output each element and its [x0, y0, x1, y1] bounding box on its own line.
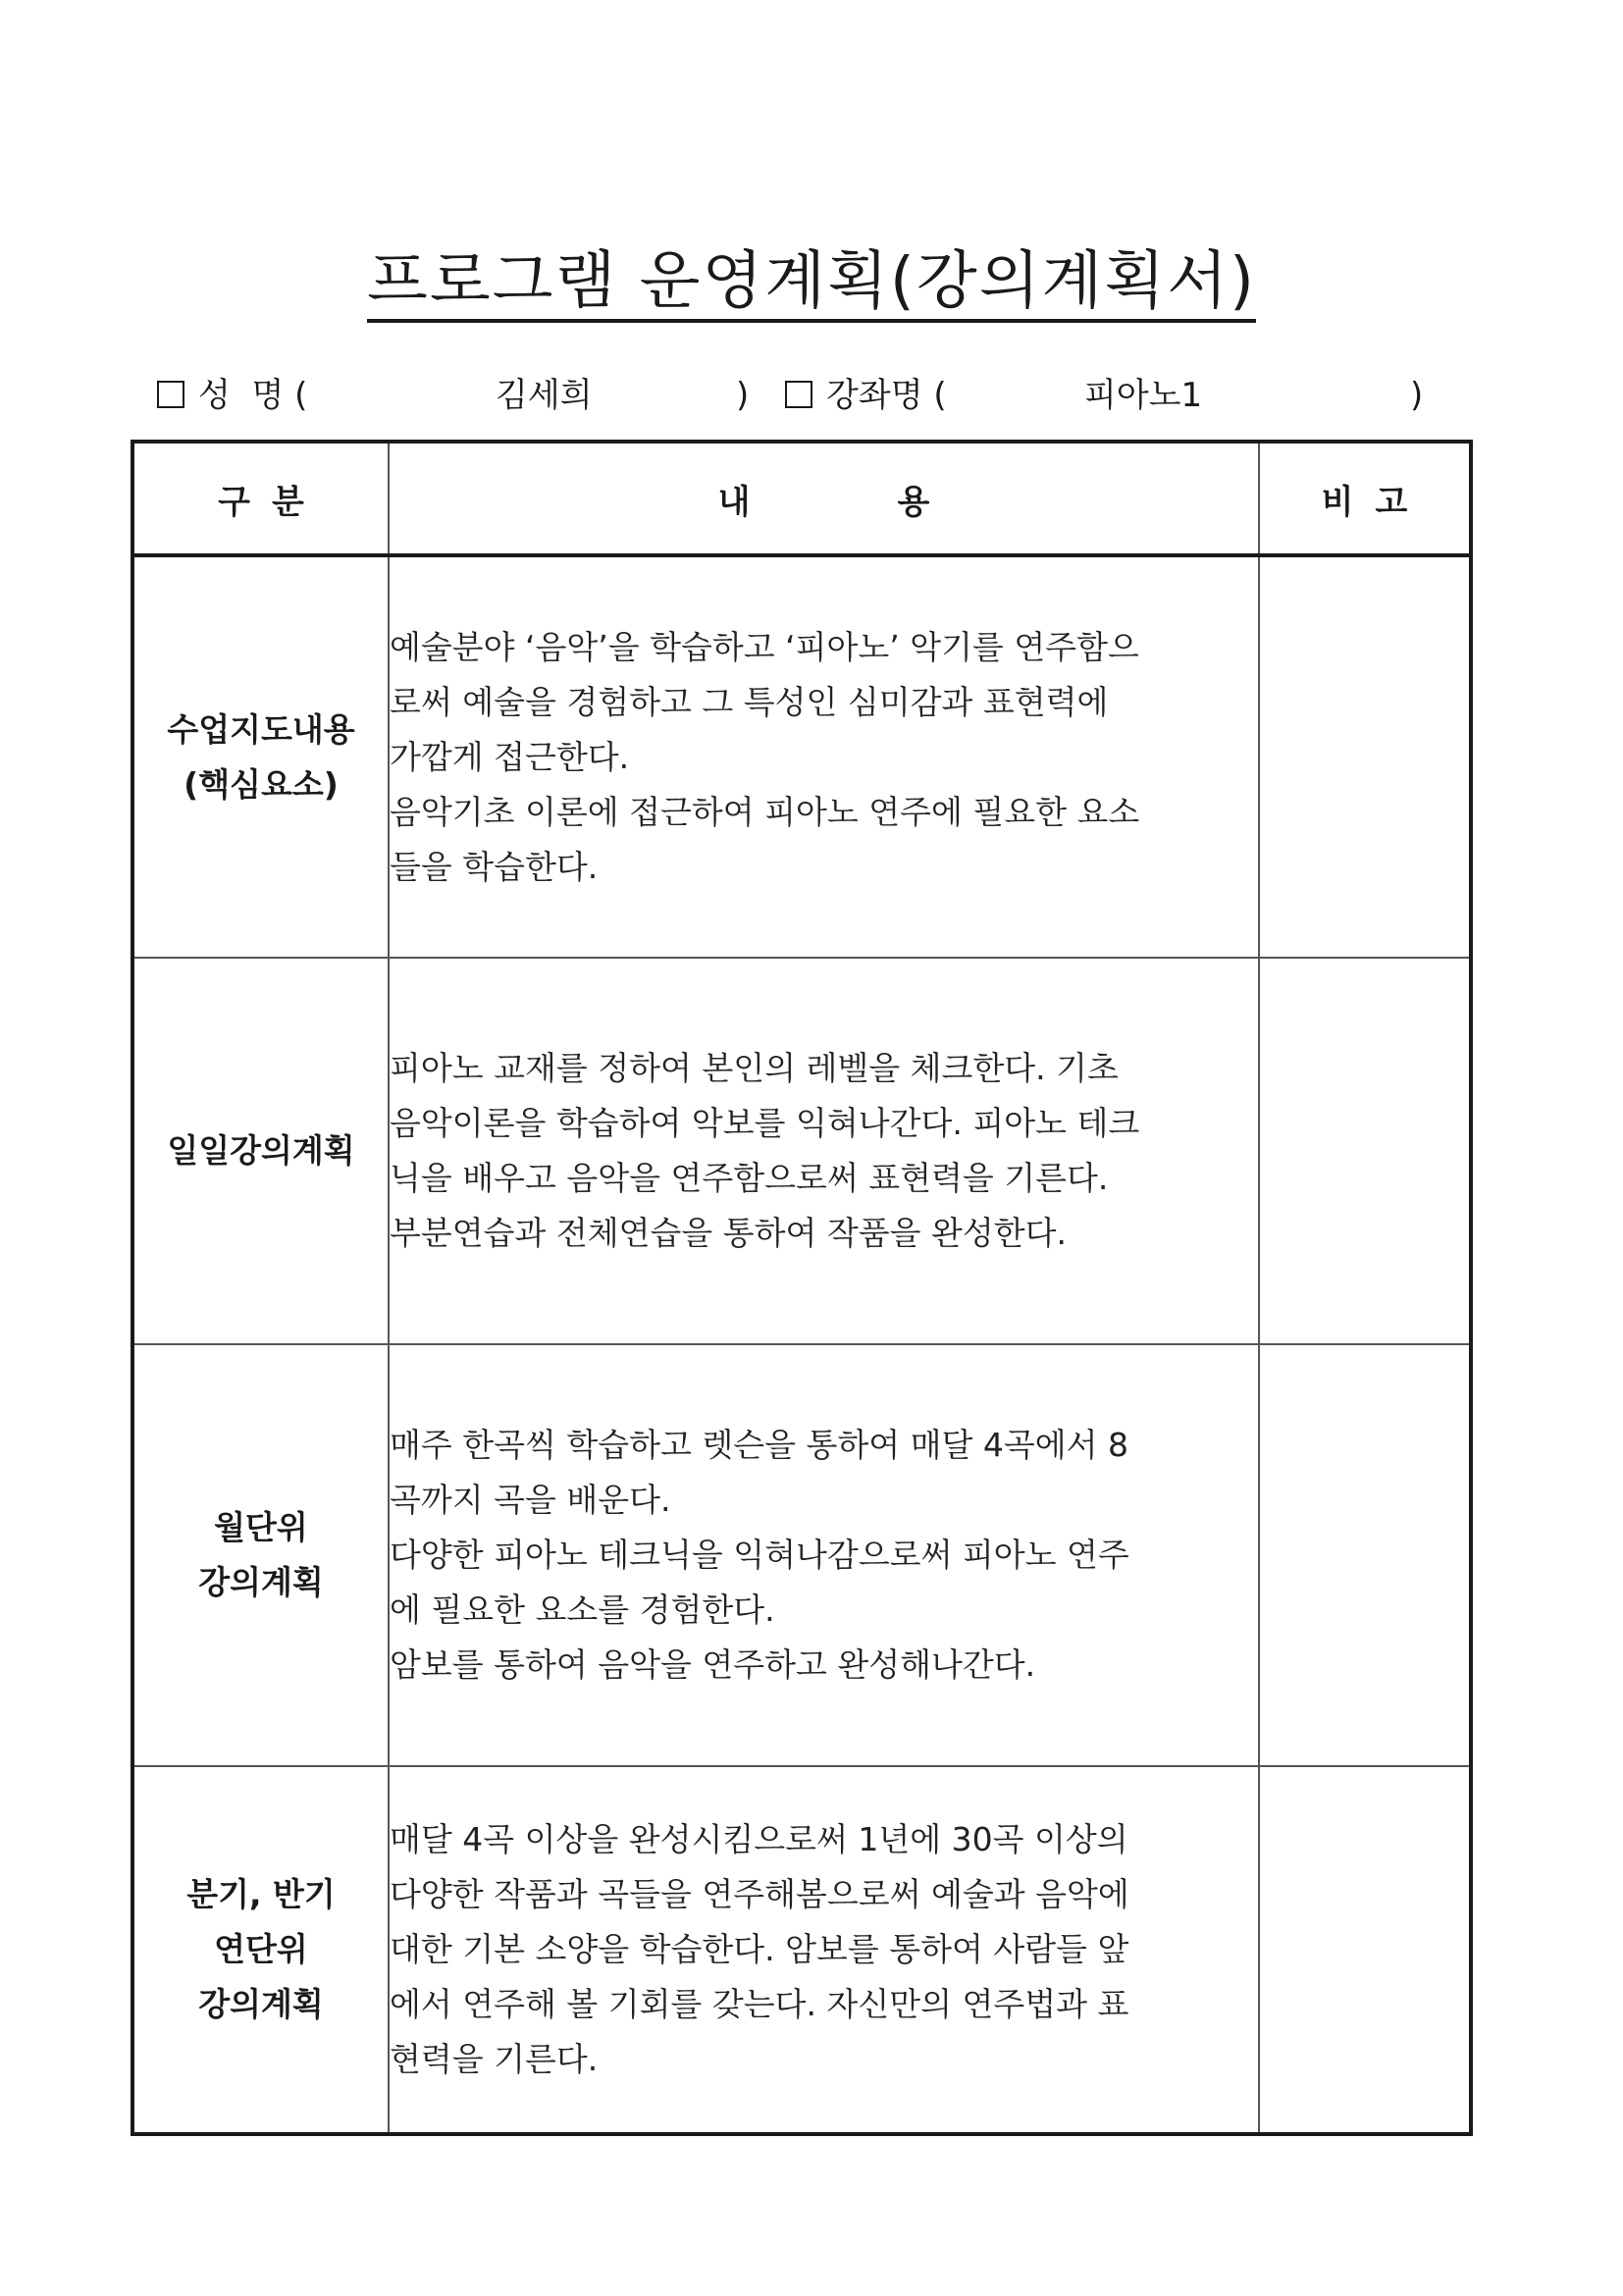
- table-row: [132, 1344, 1471, 1766]
- name-value: 김세희: [496, 376, 593, 415]
- row-content-daily-plan: 피아노 교재를 정하여 본인의 레벨을 체크한다. 기초 음악이론을 학습하여 악보를 익혀나간다. 피아노 테크 닉을 배우고 음악을 연주함으로써 표현력을 기른다. 부분연습과 전체연습을 통하여 작품을 완성한다.: [389, 958, 1259, 1344]
- lecture-plan-table: [131, 440, 1473, 2136]
- row-content-core-content: 예술분야 ‘음악’을 학습하고 ‘피아노’ 악기를 연주함으 로써 예술을 경험하고 그 특성인 심미감과 표현력에 가깝게 접근한다. 음악기초 이론에 접근하여 피아노 연주에 필요한 요소 들을 학습한다.: [389, 555, 1259, 958]
- table-header-row: [132, 442, 1471, 555]
- row-label-monthly-plan: 월단위 강의계획: [132, 1344, 389, 1766]
- row-remarks-cell: [1259, 958, 1471, 1344]
- course-field: [785, 371, 947, 420]
- document-title: [0, 245, 1623, 323]
- table-row: [132, 555, 1471, 958]
- header-content: 내용: [389, 442, 1259, 555]
- course-checkbox-icon: [785, 381, 812, 408]
- row-remarks-cell: [1259, 1344, 1471, 1766]
- row-remarks-cell: [1259, 1766, 1471, 2134]
- row-content-quarterly-yearly-plan: 매달 4곡 이상을 완성시킴으로써 1년에 30곡 이상의 다양한 작품과 곡들을 연주해봄으로써 예술과 음악에 대한 기본 소양을 학습한다. 암보를 통하여 사람들 앞 에서 연주해 볼 기회를 갖는다. 자신만의 연주법과 표 현력을 기른다.: [389, 1766, 1259, 2134]
- table-row: [132, 1766, 1471, 2134]
- course-label: 강좌명 (: [826, 376, 947, 415]
- row-remarks-cell: [1259, 555, 1471, 958]
- name-close: ): [736, 376, 750, 415]
- name-label: 성 명 (: [198, 376, 308, 415]
- course-value: 피아노1: [1084, 376, 1203, 415]
- row-label-daily-plan: 일일강의계획: [132, 958, 389, 1344]
- row-content-monthly-plan: 매주 한곡씩 학습하고 렛슨을 통하여 매달 4곡에서 8 곡까지 곡을 배운다. 다양한 피아노 테크닉을 익혀나감으로써 피아노 연주 에 필요한 요소를 경험한다. 암보를 통하여 음악을 연주하고 완성해나간다.: [389, 1344, 1259, 1766]
- name-field: [157, 371, 307, 420]
- info-row: [157, 371, 1433, 420]
- table-row: [132, 958, 1471, 1344]
- header-remarks: 비고: [1259, 442, 1471, 555]
- course-close: ): [1410, 376, 1424, 415]
- row-label-core-content: 수업지도내용 (핵심요소): [132, 555, 389, 958]
- document-title-text: 프로그램 운영계획(강의계획서): [367, 250, 1256, 323]
- header-category: 구분: [132, 442, 389, 555]
- name-checkbox-icon: [157, 381, 184, 408]
- row-label-quarterly-yearly-plan: 분기, 반기 연단위 강의계획: [132, 1766, 389, 2134]
